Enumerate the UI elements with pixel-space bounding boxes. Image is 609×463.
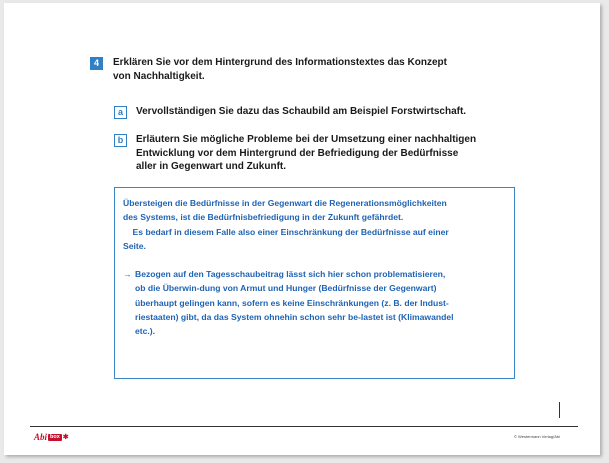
answer-para1-line-4: Seite. bbox=[123, 240, 146, 251]
answer-box bbox=[114, 187, 515, 379]
star-icon: ✱ bbox=[62, 433, 69, 441]
footer-divider bbox=[30, 426, 578, 427]
task-number-badge: 4 bbox=[90, 57, 103, 70]
subtask-a-text bbox=[136, 105, 556, 119]
logo-text: Abi bbox=[34, 432, 48, 442]
answer-para1-line-2: des Systems, ist die Bedürfnisbefriedigung in der Zukunft gefährdet. bbox=[123, 212, 404, 223]
answer-para2-line-3: überhaupt gelingen kann, sofern es keine Einschränkungen (z. B. der Indust- bbox=[135, 297, 449, 308]
subtask-b-line-1: Erläutern Sie mögliche Probleme bei der Umsetzung einer nachhaltigen bbox=[136, 134, 477, 145]
answer-para2-line-2: ob die Überwin-dung von Armut und Hunger (Bedürfnisse der Gegenwart) bbox=[135, 283, 437, 294]
subtask-a-badge: a bbox=[114, 106, 127, 119]
logo-box: box bbox=[50, 433, 60, 440]
answer-arrow-item bbox=[123, 267, 506, 338]
answer-para1-line-1: Übersteigen die Bedürfnisse in der Gegenwart die Regenerationsmöglichkeiten bbox=[123, 198, 447, 208]
answer-para1-line-3: Es bedarf in diesem Falle also einer Einschränkung der Bedürfnisse auf einer bbox=[123, 226, 449, 237]
subtask-b-line-2: Entwicklung vor dem Hintergrund der Befriedigung der Bedürfnisse bbox=[136, 147, 459, 159]
page-marker bbox=[559, 402, 560, 418]
task-prompt-line-1: Erklären Sie vor dem Hintergrund des Informationstextes das Konzept bbox=[113, 57, 447, 68]
worksheet-page bbox=[4, 3, 600, 455]
subtask-b-badge: b bbox=[114, 134, 127, 147]
subtask-a-line-1: Vervollständigen Sie dazu das Schaubild am Beispiel Forstwirtschaft. bbox=[136, 106, 467, 117]
task-prompt bbox=[113, 56, 553, 83]
subtask-b-line-3: aller in Gegenwart und Zukunft. bbox=[136, 161, 287, 172]
answer-para2-line-1: Bezogen auf den Tagesschaubeitrag lässt sich hier schon problematisieren, bbox=[135, 269, 446, 280]
copyright-note: © Westermann Verlag/Abi bbox=[514, 434, 561, 439]
answer-para2-line-4: riestaaten) gibt, da das System ohnehin schon sehr be-lastet ist (Klimawandel bbox=[135, 312, 454, 323]
subtask-b-text bbox=[136, 133, 556, 174]
answer-text bbox=[123, 196, 506, 339]
task-prompt-line-2: von Nachhaltigkeit. bbox=[113, 70, 205, 82]
publisher-logo bbox=[34, 431, 69, 443]
arrow-icon: → bbox=[123, 269, 132, 280]
answer-para2-line-5: etc.). bbox=[135, 326, 156, 337]
